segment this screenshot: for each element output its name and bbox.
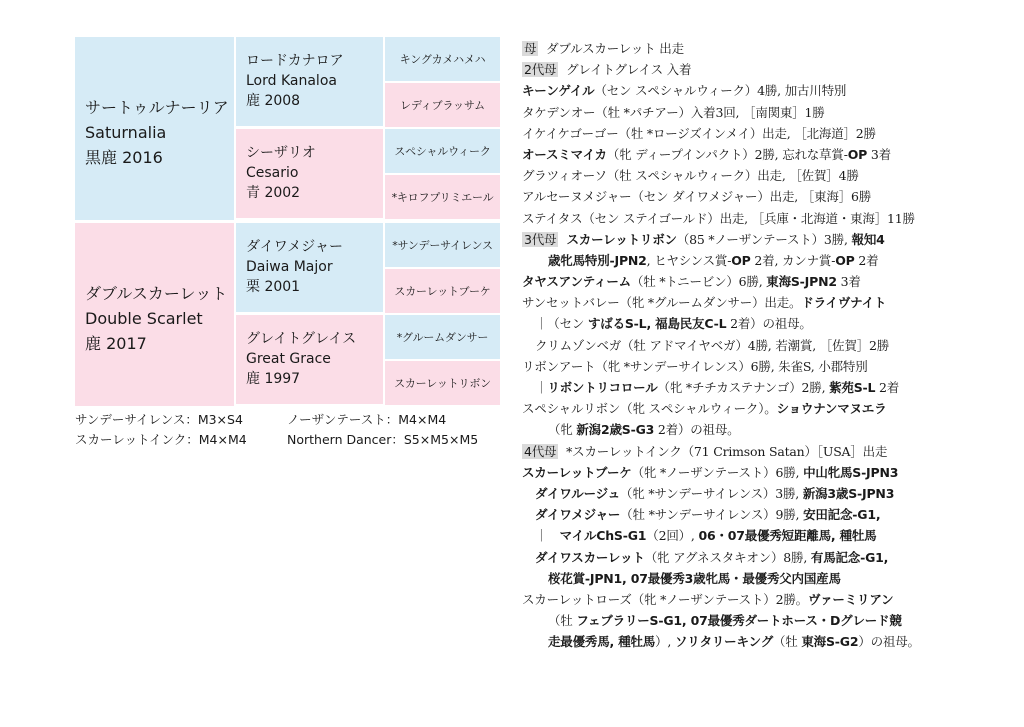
highlighted-text: スカーレットリボン: [562, 231, 677, 247]
family-text: ）の祖母。: [858, 634, 920, 650]
family-text: （牡 *トニービン）6勝,: [630, 274, 767, 290]
family-text: （牝: [548, 422, 577, 438]
family-line: [522, 462, 962, 483]
inbreeding-row: [75, 430, 478, 450]
highlighted-text: 歳牝馬特別-JPN2: [548, 252, 647, 268]
gen3-name: *キロフプリミエール: [391, 191, 494, 204]
family-line: [522, 80, 962, 101]
generation-tag: 母: [524, 41, 537, 56]
highlighted-text: スカーレットブーケ: [522, 464, 632, 480]
highlighted-text: ショウナンマヌエラ: [776, 401, 887, 417]
dam-sire-name-ja: ダイワメジャー: [246, 239, 344, 255]
family-text: 2着: [875, 380, 900, 395]
gen3-cell: [385, 175, 500, 219]
family-text: ｜: [535, 380, 548, 395]
family-text: （牝 *チチカステナンゴ）2勝,: [657, 380, 830, 395]
sire-dam-name-en: Cesario: [246, 165, 299, 181]
gen3-name: *サンデーサイレンス: [392, 239, 493, 252]
gen3-name: スカーレットブーケ: [394, 285, 491, 298]
family-text: （牡: [773, 634, 802, 650]
highlighted-text: 走最優秀馬, 種牡馬: [548, 634, 656, 650]
family-record: [522, 38, 962, 652]
family-line: [522, 59, 962, 80]
family-text: （牝 *ノーザンテースト）6勝,: [631, 464, 804, 480]
inbreeding-entry: スカーレットインク：M4×M4: [75, 432, 247, 447]
family-text: *スカーレットインク（71 Crimson Satan）［USA］出走: [562, 443, 888, 459]
family-text: （セン スペシャルウィーク）4勝, 加古川特別: [594, 83, 847, 99]
family-line: [522, 38, 962, 59]
gen3-name: *グルームダンサー: [396, 331, 489, 344]
family-text: （牝 ディープインパクト）2勝, 忘れな草賞-: [606, 146, 848, 162]
family-text: ステイタス（セン ステイゴールド）出走, ［兵庫・北海道・東海］11勝: [522, 210, 915, 226]
family-line: [522, 165, 962, 186]
sire-sire-info: 鹿 2008: [246, 93, 301, 109]
generation-tag: 4代母: [524, 443, 557, 459]
highlighted-text: マイルChS-G1: [559, 528, 647, 544]
highlighted-text: OP: [835, 252, 855, 268]
family-text: ）,: [655, 634, 675, 650]
dam-info: 鹿 2017: [85, 334, 147, 353]
family-line: [522, 483, 962, 504]
highlighted-text: 安田記念-G1,: [803, 507, 881, 523]
gen3-cell: [385, 315, 500, 359]
inbreeding-notes: [75, 410, 478, 450]
family-line: [522, 356, 962, 377]
gen3-name: スペシャルウィーク: [394, 145, 491, 158]
family-line: [522, 547, 962, 568]
sire-sire-cell: [236, 37, 383, 126]
highlighted-text: 中山牝馬S-JPN3: [803, 464, 899, 480]
dam-dam-info: 鹿 1997: [246, 371, 301, 387]
gen3-name: レディブラッサム: [400, 99, 485, 112]
dam-cell: [75, 223, 234, 406]
highlighted-text: 東海S-G2: [801, 634, 859, 650]
highlighted-text: 新潟3歳S-JPN3: [802, 485, 895, 501]
highlighted-text: 東海S-JPN2: [766, 274, 837, 290]
dam-name-en: Double Scarlet: [85, 309, 203, 328]
dam-sire-info: 栗 2001: [246, 279, 301, 295]
family-line: [522, 313, 962, 334]
highlighted-text: 紫苑S-L: [829, 380, 876, 395]
family-text: 2着: [854, 252, 879, 268]
gen3-cell: [385, 361, 500, 405]
gen3-cell: [385, 37, 500, 81]
family-line: [522, 208, 962, 229]
family-line: [522, 123, 962, 144]
highlighted-text: ソリタリーキング: [674, 634, 773, 650]
highlighted-text: 桜花賞-JPN1, 07最優秀3歳牝馬・最優秀父内国産馬: [548, 570, 841, 586]
family-text: スカーレットローズ（牝 *ノーザンテースト）2勝。: [522, 591, 808, 607]
family-text: ｜: [535, 528, 560, 544]
highlighted-text: リボントリコロール: [547, 380, 658, 395]
family-text: 3着: [867, 146, 891, 162]
highlighted-text: すばるS-L, 福島民友C-L: [587, 316, 727, 332]
family-line: [522, 250, 962, 271]
family-text: ダブルスカーレット 出走: [542, 41, 684, 56]
highlighted-text: OP: [731, 252, 751, 268]
highlighted-text: ドライヴナイト: [801, 295, 887, 311]
family-line: [522, 335, 962, 356]
gen3-cell: [385, 83, 500, 127]
highlighted-text: 06・07最優秀短距離馬, 種牡馬: [698, 528, 877, 544]
family-text: リボンアート（牝 *サンデーサイレンス）6勝, 朱雀S, 小郡特別: [522, 358, 868, 374]
highlighted-text: ダイワスカーレット: [535, 549, 645, 565]
pedigree-table: [75, 37, 500, 404]
family-line: [522, 292, 962, 313]
family-text: 2着）の祖母。: [654, 422, 740, 438]
sire-name-en: Saturnalia: [85, 123, 167, 142]
dam-name-ja: ダブルスカーレット: [85, 284, 228, 303]
family-line: [522, 144, 962, 165]
family-line: [522, 525, 962, 546]
highlighted-text: ヴァーミリアン: [807, 591, 894, 607]
inbreeding-row: [75, 410, 478, 430]
family-text: サンセットバレー（牝 *グルームダンサー）出走。: [522, 295, 802, 311]
family-text: タケデンオー（牡 *パチアー）入着3回, ［南関東］1勝: [522, 104, 825, 120]
gen3-cell: [385, 223, 500, 267]
highlighted-text: ダイワメジャー: [535, 507, 621, 523]
family-text: グラツィオーソ（牡 スペシャルウィーク）出走, ［佐賀］4勝: [522, 168, 859, 184]
sire-sire-name-en: Lord Kanaloa: [246, 73, 337, 89]
family-line: [522, 631, 962, 652]
inbreeding-entry: ノーザンテースト：M4×M4: [287, 412, 447, 427]
generation-tag: 2代母: [524, 62, 557, 78]
family-line: [522, 504, 962, 525]
family-line: [522, 377, 962, 398]
family-line: [522, 398, 962, 419]
highlighted-text: フェブラリーS-G1, 07最優秀ダートホース・Dグレード競: [576, 613, 902, 629]
sire-dam-cell: [236, 129, 383, 218]
family-text: （牝 *サンデーサイレンス）3勝,: [619, 485, 803, 501]
family-text: クリムゾンベガ（牡 アドマイヤベガ）4勝, 若潮賞, ［佐賀］2勝: [535, 337, 890, 353]
family-text: , ヒヤシンス賞-: [646, 252, 732, 268]
inbreeding-entry: サンデーサイレンス：M3×S4: [75, 412, 243, 427]
sire-name-ja: サートゥルナーリア: [85, 98, 229, 117]
family-text: 2着, カンナ賞-: [750, 252, 836, 268]
highlighted-text: 有馬記念-G1,: [810, 549, 889, 565]
dam-dam-cell: [236, 315, 383, 404]
sire-sire-name-ja: ロードカナロア: [246, 53, 344, 69]
family-text: グレイトグレイス 入着: [562, 62, 692, 78]
dam-sire-cell: [236, 223, 383, 312]
gen3-name: キングカメハメハ: [399, 53, 486, 66]
sire-dam-info: 青 2002: [246, 185, 301, 201]
inbreeding-entry: Northern Dancer：S5×M5×M5: [287, 432, 479, 447]
family-text: 2着）の祖母。: [726, 316, 812, 332]
family-line: [522, 102, 962, 123]
family-text: スペシャルリボン（牝 スペシャルウィーク）。: [522, 401, 777, 417]
highlighted-text: オースミマイカ: [522, 146, 607, 162]
family-text: 3着: [836, 274, 861, 290]
sire-cell: [75, 37, 234, 220]
family-line: [522, 568, 962, 589]
highlighted-text: ダイワルージュ: [535, 485, 620, 501]
gen3-cell: [385, 129, 500, 173]
family-text: （牝 アグネスタキオン）8勝,: [644, 549, 811, 565]
sire-info: 黒鹿 2016: [85, 148, 163, 167]
family-line: [522, 589, 962, 610]
gen3-cell: [385, 269, 500, 313]
family-line: [522, 419, 962, 440]
family-line: [522, 610, 962, 631]
family-text: イケイケゴーゴー（牡 *ロージズインメイ）出走, ［北海道］2勝: [522, 125, 876, 141]
family-line: [522, 271, 962, 292]
gen3-name: スカーレットリボン: [394, 377, 491, 390]
family-line: [522, 441, 962, 462]
family-text: （牡: [548, 613, 577, 629]
highlighted-text: OP: [847, 146, 868, 162]
family-text: （2回）,: [646, 528, 699, 544]
sire-dam-name-ja: シーザリオ: [246, 145, 316, 161]
highlighted-text: タヤスアンティーム: [522, 274, 631, 290]
highlighted-text: キーンゲイル: [522, 83, 595, 99]
dam-dam-name-ja: グレイトグレイス: [246, 331, 357, 347]
family-text: （牡 *サンデーサイレンス）9勝,: [620, 507, 804, 523]
dam-dam-name-en: Great Grace: [246, 351, 331, 367]
highlighted-text: 新潟2歳S-G3: [576, 422, 655, 438]
family-line: [522, 186, 962, 207]
family-line: [522, 229, 962, 250]
family-text: （85 *ノーザンテースト）3勝,: [676, 231, 852, 247]
generation-tag: 3代母: [524, 231, 557, 247]
family-text: アルセーヌメジャー（セン ダイワメジャー）出走, ［東海］6勝: [522, 189, 872, 205]
family-text: ｜（セン: [535, 316, 588, 332]
dam-sire-name-en: Daiwa Major: [246, 259, 333, 275]
highlighted-text: 報知4: [851, 231, 885, 247]
